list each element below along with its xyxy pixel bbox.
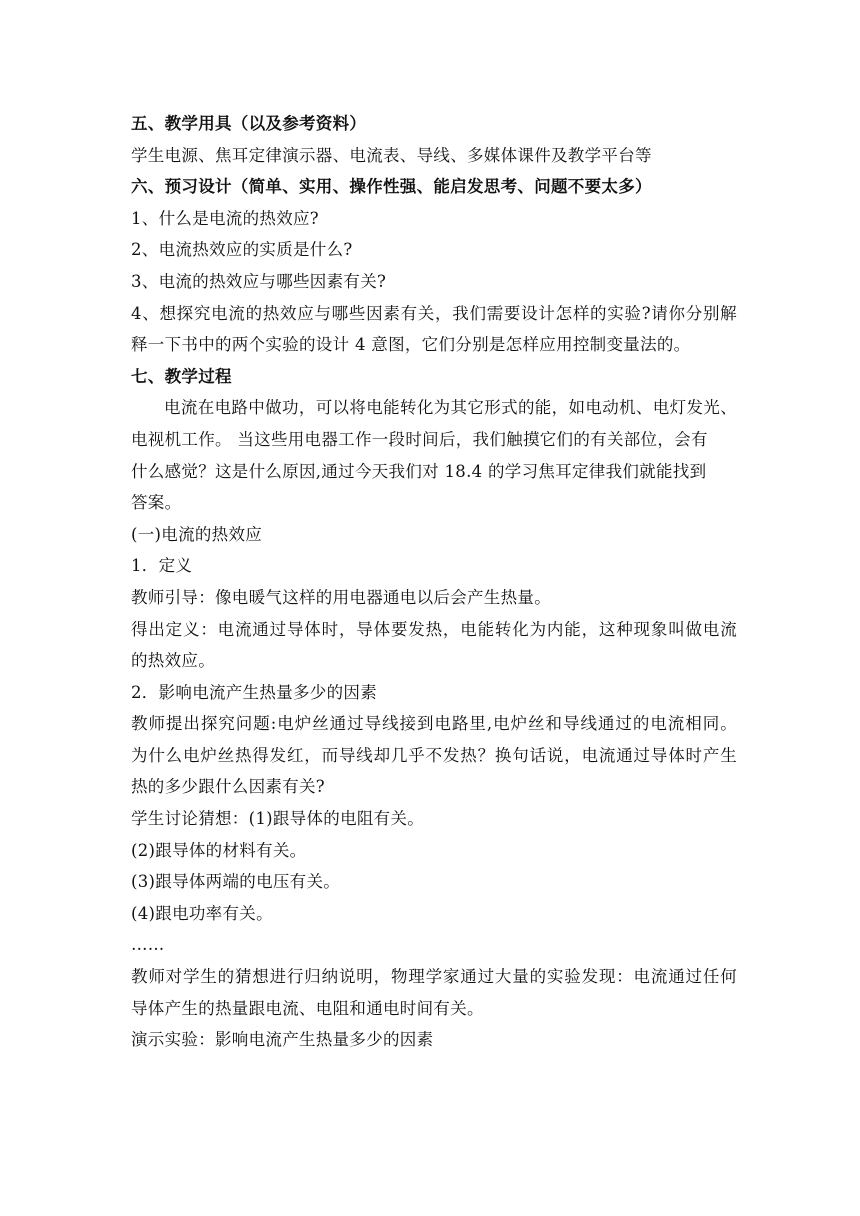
subsection-heading: (一)电流的热效应 xyxy=(131,524,263,544)
hypothesis-item: (4)跟电功率有关。 xyxy=(131,903,273,923)
paragraph-line: 得出定义：电流通过导体时，导体要发热，电能转化为内能，这种现象叫做电流 xyxy=(131,619,737,639)
question-item: 2、电流热效应的实质是什么? xyxy=(131,240,353,260)
paragraph-line: 热的多少跟什么因素有关? xyxy=(131,777,325,797)
subsection-heading: 2．影响电流产生热量多少的因素 xyxy=(131,682,377,702)
paragraph-line: 电流在电路中做功，可以将电能转化为其它形式的能，如电动机、电灯发光、 xyxy=(164,398,737,418)
hypothesis-item: (2)跟导体的材料有关。 xyxy=(131,840,307,860)
paragraph-line: 电视机工作。 当这些用电器工作一段时间后，我们触摸它们的有关部位，会有 xyxy=(131,429,708,449)
question-item: 3、电流的热效应与哪些因素有关? xyxy=(131,271,387,291)
paragraph-line: 为什么电炉丝热得发红，而导线却几乎不发热？换句话说，电流通过导体时产生 xyxy=(131,745,737,765)
document-page xyxy=(131,108,737,1056)
subsection-heading: 1．定义 xyxy=(131,556,193,576)
paragraph-line: 教师对学生的猜想进行归纳说明，物理学家通过大量的实验发现：电流通过任何 xyxy=(131,967,737,987)
paragraph-line: 的热效应。 xyxy=(131,651,215,671)
section-heading-teaching-tools: 五、教学用具（以及参考资料） xyxy=(131,114,367,133)
paragraph-line: 教师引导：像电暖气这样的用电器通电以后会产生热量。 xyxy=(131,587,551,607)
paragraph-line: 导体产生的热量跟电流、电阻和通电时间有关。 xyxy=(131,998,484,1018)
question-item-continued: 释一下书中的两个实验的设计 4 意图，它们分别是怎样应用控制变量法的。 xyxy=(131,335,691,355)
hypothesis-item: (3)跟导体两端的电压有关。 xyxy=(131,872,341,892)
paragraph-line: 答案。 xyxy=(131,493,182,513)
question-item: 4、想探究电流的热效应与哪些因素有关，我们需要设计怎样的实验?请你分别解 xyxy=(131,303,737,323)
ellipsis: …… xyxy=(131,935,165,955)
section-heading-preview-design: 六、预习设计（简单、实用、操作性强、能启发思考、问题不要太多） xyxy=(131,177,652,197)
section-heading-teaching-process: 七、教学过程 xyxy=(131,366,232,386)
paragraph-line: 学生电源、焦耳定律演示器、电流表、导线、多媒体课件及教学平台等 xyxy=(131,145,652,165)
paragraph-line: 教师提出探究问题:电炉丝通过导线接到电路里,电炉丝和导线通过的电流相同。 xyxy=(131,714,737,734)
paragraph-line: 演示实验：影响电流产生热量多少的因素 xyxy=(131,1030,434,1050)
question-item: 1、什么是电流的热效应? xyxy=(131,208,319,228)
paragraph-line: 什么感觉？这是什么原因,通过今天我们对 18.4 的学习焦耳定律我们就能找到 xyxy=(131,461,707,481)
hypothesis-item: 学生讨论猜想：(1)跟导体的电阻有关。 xyxy=(131,809,425,829)
